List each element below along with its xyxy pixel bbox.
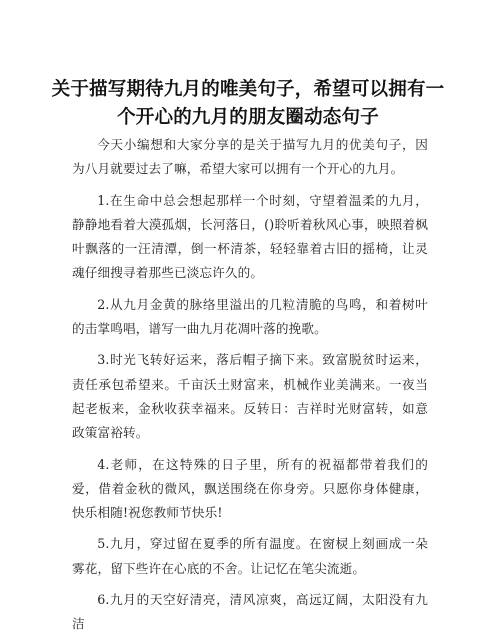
list-item-4: 4.老师，在这特殊的日子里，所有的祝福都带着我们的爱，借着金秋的微风，飘送围绕在你身旁。只愿你身体健康，快乐相随!祝您教师节快乐! xyxy=(72,456,428,521)
list-item-5: 5.九月，穿过留在夏季的所有温度。在窗棂上刻画成一朵雾花，留下些许在心底的不舍。让记忆在笔尖流逝。 xyxy=(72,536,428,576)
list-item-2: 2.从九月金黄的脉络里溢出的几粒清脆的鸟鸣，和着树叶的击掌鸣唱，谱写一曲九月花凋叶落的挽歌。 xyxy=(72,296,428,337)
intro-paragraph: 今天小编想和大家分享的是关于描写九月的优美句子，因为八月就要过去了嘛，希望大家可以拥有一个开心的九月。 xyxy=(72,137,428,177)
list-item-3: 3.时光飞转好运来，落后帽子摘下来。致富脱贫时运来，责任承包希望来。千亩沃土财富来，机械作业美满来。一夜当起老板来，金秋收获幸福来。反转日：吉祥时光财富转，如意政策富裕转。 xyxy=(72,352,428,441)
article-title: 关于描写期待九月的唯美句子，希望可以拥有一个开心的九月的朋友圈动态句子 xyxy=(51,79,445,128)
list-item-6: 6.九月的天空好清亮，清风凉爽，高远辽阔，太阳没有九洁 xyxy=(72,592,428,632)
list-item-1: 1.在生命中总会想起那样一个时刻，守望着温柔的九月，静静地看着大漠孤烟，长河落日，()聆听着秋风心事，映照着枫叶飘落的一汪清潭，倒一杯清茶，轻轻靠着古旧的摇椅，让灵魂仔细搜寻着那些已淡忘许久的。 xyxy=(72,192,428,281)
article-body xyxy=(72,133,428,644)
